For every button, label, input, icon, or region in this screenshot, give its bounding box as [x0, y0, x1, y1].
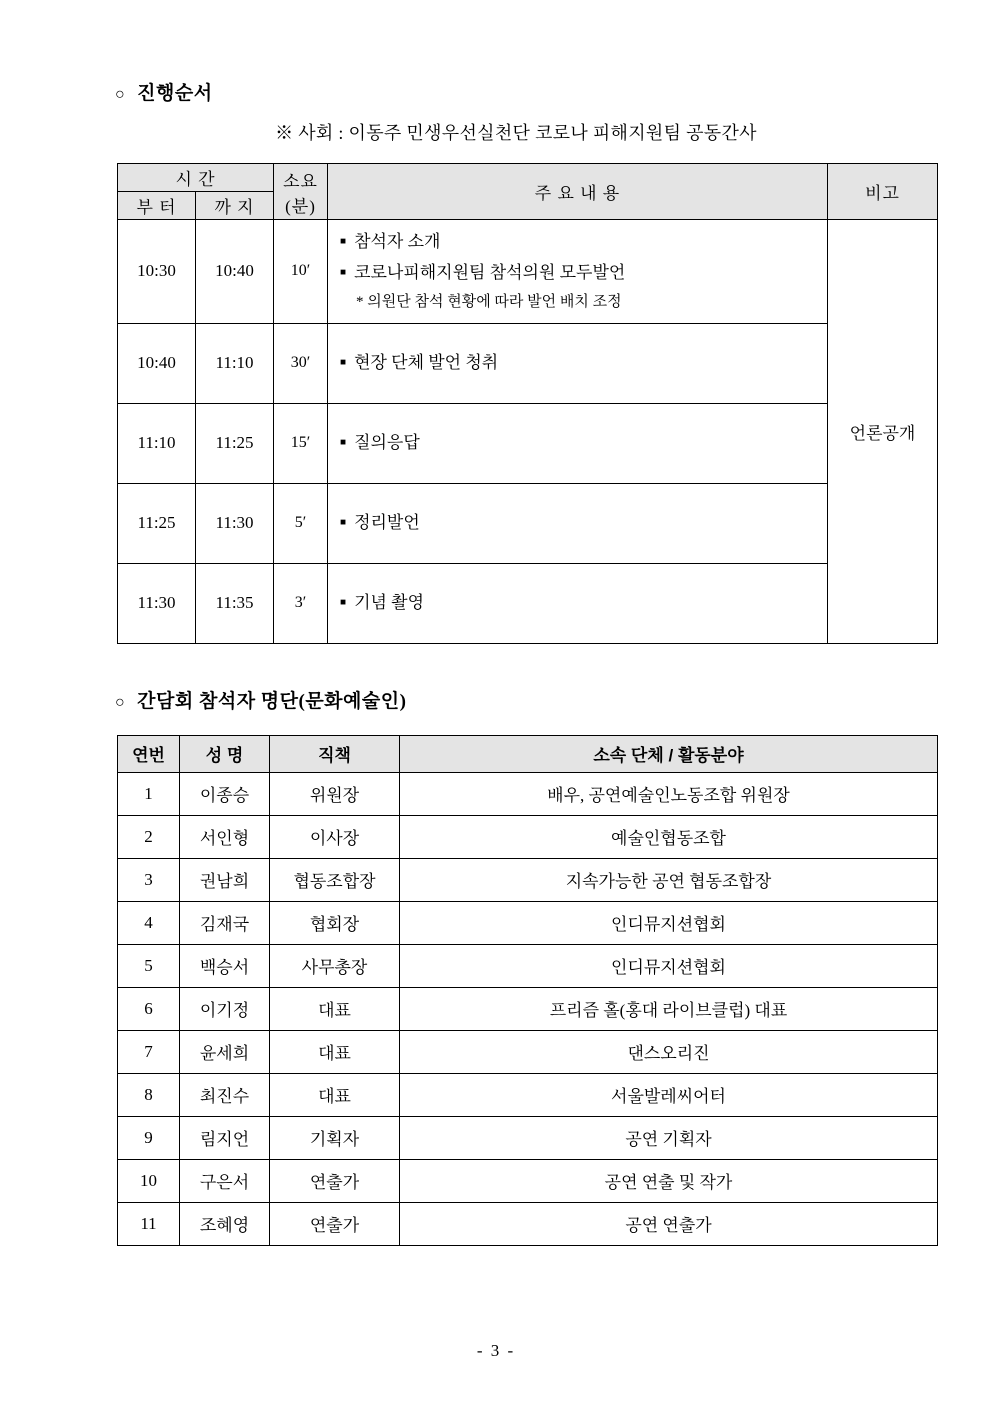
table-row [118, 1159, 938, 1202]
participants-header-affiliation: 소속 단체 / 활동분야 [400, 735, 938, 772]
participant-affiliation: 서울발레씨어터 [400, 1073, 938, 1116]
schedule-to: 11:25 [196, 403, 274, 483]
table-row [118, 944, 938, 987]
participants-header-title: 직책 [270, 735, 400, 772]
participant-title: 대표 [270, 1073, 400, 1116]
participant-title: 사무총장 [270, 944, 400, 987]
participant-name: 백승서 [180, 944, 270, 987]
participant-affiliation: 지속가능한 공연 협동조합장 [400, 858, 938, 901]
participant-no: 1 [118, 772, 180, 815]
participants-heading-text: 간담회 참석자 명단(문화예술인) [137, 690, 407, 712]
participant-title: 이사장 [270, 815, 400, 858]
participant-no: 3 [118, 858, 180, 901]
schedule-minutes: 10′ [274, 220, 328, 324]
content-item-text: 질의응답 [354, 433, 420, 453]
table-row [118, 323, 938, 403]
participant-name: 권남희 [180, 858, 270, 901]
content-item-text: 코로나피해지원팀 참석의원 모두발언 [354, 263, 626, 283]
content-item [340, 427, 815, 458]
schedule-heading-text: 진행순서 [137, 83, 213, 104]
participants-table [117, 735, 938, 1246]
participant-title: 협동조합장 [270, 858, 400, 901]
schedule-content [328, 220, 828, 324]
table-row [118, 858, 938, 901]
table-row [118, 772, 938, 815]
participant-affiliation: 프리즘 홀(홍대 라이브클럽) 대표 [400, 987, 938, 1030]
table-row [118, 1116, 938, 1159]
square-bullet-icon: ■ [340, 597, 347, 609]
content-item [340, 226, 815, 257]
schedule-minutes: 30′ [274, 323, 328, 403]
participants-header-no: 연번 [118, 735, 180, 772]
schedule-subtitle: ※ 사회 : 이동주 민생우선실천단 코로나 피해지원팀 공동간사 [275, 123, 757, 143]
schedule-header-from: 부 터 [118, 192, 196, 220]
content-item-text: 현장 단체 발언 청취 [354, 353, 499, 373]
participant-name: 서인형 [180, 815, 270, 858]
participant-no: 10 [118, 1159, 180, 1202]
participant-affiliation: 공연 연출가 [400, 1202, 938, 1245]
participant-affiliation: 배우, 공연예술인노동조합 위원장 [400, 772, 938, 815]
schedule-content [328, 323, 828, 403]
table-row [118, 987, 938, 1030]
content-item [340, 347, 815, 378]
schedule-header-note: 비고 [828, 164, 938, 220]
participants-header-name: 성 명 [180, 735, 270, 772]
schedule-content [328, 483, 828, 563]
schedule-from: 11:25 [118, 483, 196, 563]
participant-name: 김재국 [180, 901, 270, 944]
participants-section-heading [115, 686, 932, 713]
schedule-header-time: 시 간 [118, 164, 274, 192]
schedule-content [328, 563, 828, 643]
schedule-minutes: 5′ [274, 483, 328, 563]
schedule-from: 11:10 [118, 403, 196, 483]
participant-name: 최진수 [180, 1073, 270, 1116]
table-row [118, 403, 938, 483]
table-row [118, 1030, 938, 1073]
table-row [118, 220, 938, 324]
participant-name: 윤세희 [180, 1030, 270, 1073]
participant-affiliation: 예술인협동조합 [400, 815, 938, 858]
participant-affiliation: 공연 기획자 [400, 1116, 938, 1159]
content-item-text: 기념 촬영 [354, 593, 425, 613]
schedule-from: 10:30 [118, 220, 196, 324]
participant-no: 7 [118, 1030, 180, 1073]
content-item [340, 257, 815, 288]
participant-name: 림지언 [180, 1116, 270, 1159]
participant-title: 기획자 [270, 1116, 400, 1159]
participant-name: 조혜영 [180, 1202, 270, 1245]
participant-title: 대표 [270, 1030, 400, 1073]
duration-label-line2: (분) [285, 196, 316, 216]
bullet-circle-icon: ○ [115, 693, 126, 711]
schedule-note: 언론공개 [828, 220, 938, 644]
schedule-header-content: 주 요 내 용 [328, 164, 828, 220]
square-bullet-icon: ■ [340, 517, 347, 529]
participant-title: 연출가 [270, 1159, 400, 1202]
content-item-text: 참석자 소개 [354, 232, 441, 251]
schedule-content [328, 403, 828, 483]
schedule-from: 11:30 [118, 563, 196, 643]
schedule-section-heading [115, 78, 932, 105]
participant-no: 5 [118, 944, 180, 987]
schedule-table [117, 163, 938, 644]
participant-affiliation: 인디뮤지션협회 [400, 944, 938, 987]
content-item-text: 정리발언 [354, 513, 420, 533]
table-row [118, 1073, 938, 1116]
content-item [340, 587, 815, 618]
participant-affiliation: 댄스오리진 [400, 1030, 938, 1073]
participant-no: 9 [118, 1116, 180, 1159]
participant-no: 8 [118, 1073, 180, 1116]
schedule-header-row-1 [118, 164, 938, 192]
content-subnote: * 의원단 참석 현황에 따라 발언 배치 조정 [356, 293, 622, 310]
schedule-from: 10:40 [118, 323, 196, 403]
participant-no: 11 [118, 1202, 180, 1245]
participant-no: 6 [118, 987, 180, 1030]
schedule-to: 10:40 [196, 220, 274, 324]
participant-name: 이종승 [180, 772, 270, 815]
schedule-to: 11:35 [196, 563, 274, 643]
schedule-minutes: 15′ [274, 403, 328, 483]
square-bullet-icon: ■ [340, 236, 347, 247]
participant-title: 연출가 [270, 1202, 400, 1245]
square-bullet-icon: ■ [340, 437, 347, 449]
table-row [118, 563, 938, 643]
square-bullet-icon: ■ [340, 267, 347, 279]
participant-no: 4 [118, 901, 180, 944]
table-row [118, 1202, 938, 1245]
content-item [340, 507, 815, 538]
page-number: - 3 - [476, 1341, 516, 1360]
duration-label-line1: 소요 [283, 171, 318, 191]
participant-title: 협회장 [270, 901, 400, 944]
participant-title: 대표 [270, 987, 400, 1030]
table-row [118, 483, 938, 563]
table-row [118, 815, 938, 858]
bullet-circle-icon: ○ [115, 86, 126, 103]
participant-title: 위원장 [270, 772, 400, 815]
schedule-header-duration [274, 164, 328, 220]
participant-affiliation: 인디뮤지션협회 [400, 901, 938, 944]
schedule-to: 11:10 [196, 323, 274, 403]
participant-affiliation: 공연 연출 및 작가 [400, 1159, 938, 1202]
schedule-to: 11:30 [196, 483, 274, 563]
participant-name: 이기정 [180, 987, 270, 1030]
participants-header-row [118, 735, 938, 772]
schedule-header-to: 까 지 [196, 192, 274, 220]
participant-no: 2 [118, 815, 180, 858]
square-bullet-icon: ■ [340, 357, 347, 369]
table-row [118, 901, 938, 944]
participant-name: 구은서 [180, 1159, 270, 1202]
schedule-minutes: 3′ [274, 563, 328, 643]
